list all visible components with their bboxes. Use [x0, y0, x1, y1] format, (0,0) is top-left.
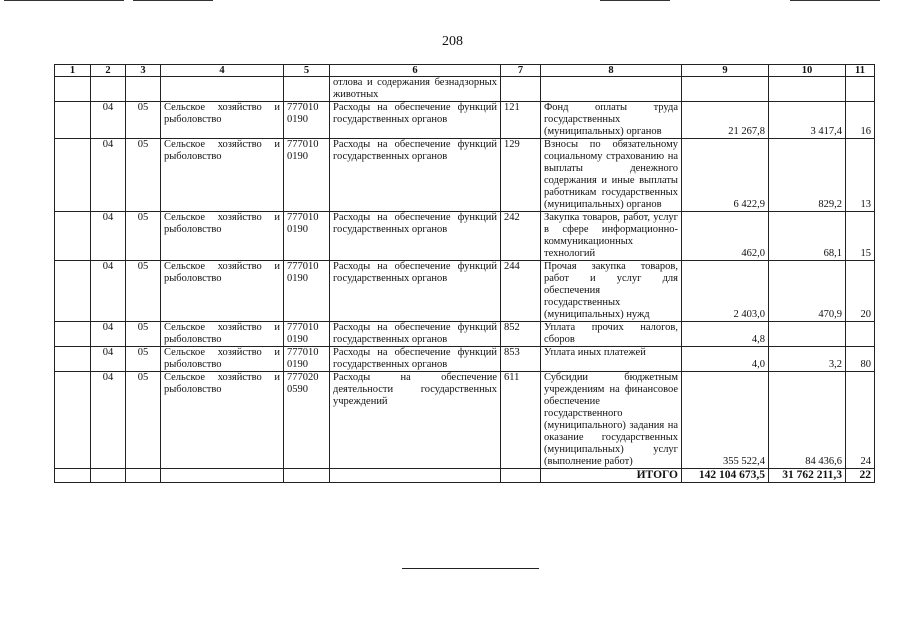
scan-edge-mark [790, 0, 880, 1]
expense-name-cell: Расходы на обеспечение функций государственных органов [330, 212, 501, 261]
expense-type-code-cell: 852 [501, 322, 541, 347]
target-article-cell: 777010 0190 [284, 212, 330, 261]
column-number: 8 [541, 65, 682, 77]
amount-col9-cell: 21 267,8 [682, 102, 769, 139]
target-article-cell: 777020 0590 [284, 372, 330, 469]
expense-type-name-cell: Уплата иных платежей [541, 347, 682, 372]
percent-col11-cell [846, 322, 875, 347]
expense-name-cell: Расходы на обеспечение функций государственных органов [330, 261, 501, 322]
percent-col11-cell: 24 [846, 372, 875, 469]
amount-col10-cell: 84 436,6 [769, 372, 846, 469]
percent-col11-cell: 15 [846, 212, 875, 261]
total-amount-col10: 31 762 211,3 [769, 469, 846, 483]
expense-type-code-cell: 611 [501, 372, 541, 469]
subsection-code-cell: 05 [126, 139, 161, 212]
table-row [55, 139, 875, 212]
section-code-cell: 04 [91, 261, 126, 322]
scan-edge-mark [600, 0, 670, 1]
subsection-code-cell: 05 [126, 102, 161, 139]
section-name-cell: Сельское хозяйство и рыболовство [161, 372, 284, 469]
footer-divider [402, 568, 539, 569]
column-number: 9 [682, 65, 769, 77]
section-name-cell [161, 77, 284, 102]
expense-type-name-cell: Взносы по обязательному социальному страхованию на выплаты денежного содержания и иные выплаты работникам государственных (муниципальных) органов [541, 139, 682, 212]
expense-name-cell: Расходы на обеспечение функций государственных органов [330, 322, 501, 347]
total-label: ИТОГО [541, 469, 682, 483]
expense-name-cell: Расходы на обеспечение функций государственных органов [330, 102, 501, 139]
section-name-cell: Сельское хозяйство и рыболовство [161, 322, 284, 347]
percent-col11-cell: 16 [846, 102, 875, 139]
scan-edge-mark [4, 0, 124, 1]
table-row [55, 347, 875, 372]
subsection-code-cell: 05 [126, 212, 161, 261]
target-article-cell: 777010 0190 [284, 261, 330, 322]
section-code-cell: 04 [91, 347, 126, 372]
section-code-cell [91, 77, 126, 102]
section-code-cell: 04 [91, 102, 126, 139]
expense-name-cell: Расходы на обеспечение функций государственных органов [330, 347, 501, 372]
amount-col10-cell [769, 322, 846, 347]
target-article-cell [284, 77, 330, 102]
budget-table [54, 64, 875, 483]
row-number-cell [55, 212, 91, 261]
column-number-row [55, 65, 875, 77]
total-empty-cell [161, 469, 284, 483]
row-number-cell [55, 77, 91, 102]
expense-type-name-cell: Субсидии бюджетным учреждениям на финансовое обеспечение государственного (муниципального) задания на оказание государственных (муниципальных) услуг (выполнение работ) [541, 372, 682, 469]
section-name-cell: Сельское хозяйство и рыболовство [161, 347, 284, 372]
section-code-cell: 04 [91, 212, 126, 261]
total-empty-cell [330, 469, 501, 483]
column-number: 2 [91, 65, 126, 77]
table-row [55, 102, 875, 139]
column-number: 1 [55, 65, 91, 77]
percent-col11-cell: 20 [846, 261, 875, 322]
section-code-cell: 04 [91, 139, 126, 212]
target-article-cell: 777010 0190 [284, 139, 330, 212]
total-amount-col9: 142 104 673,5 [682, 469, 769, 483]
expense-type-name-cell: Фонд оплаты труда государственных (муниципальных) органов [541, 102, 682, 139]
expense-type-name-cell [541, 77, 682, 102]
table-row [55, 212, 875, 261]
column-number: 7 [501, 65, 541, 77]
expense-type-code-cell: 244 [501, 261, 541, 322]
amount-col10-cell: 470,9 [769, 261, 846, 322]
amount-col9-cell: 355 522,4 [682, 372, 769, 469]
total-empty-cell [501, 469, 541, 483]
table-row [55, 77, 875, 102]
expense-type-code-cell: 121 [501, 102, 541, 139]
amount-col9-cell: 462,0 [682, 212, 769, 261]
amount-col9-cell: 6 422,9 [682, 139, 769, 212]
expense-name-cell: Расходы на обеспечение деятельности государственных учреждений [330, 372, 501, 469]
row-number-cell [55, 347, 91, 372]
expense-type-name-cell: Уплата прочих налогов, сборов [541, 322, 682, 347]
subsection-code-cell: 05 [126, 261, 161, 322]
amount-col9-cell [682, 77, 769, 102]
total-percent-col11: 22 [846, 469, 875, 483]
percent-col11-cell: 13 [846, 139, 875, 212]
row-number-cell [55, 372, 91, 469]
expense-name-cell: Расходы на обеспечение функций государственных органов [330, 139, 501, 212]
table-row [55, 261, 875, 322]
amount-col9-cell: 2 403,0 [682, 261, 769, 322]
total-row [55, 469, 875, 483]
target-article-cell: 777010 0190 [284, 102, 330, 139]
scan-edge-mark [133, 0, 213, 1]
amount-col10-cell: 68,1 [769, 212, 846, 261]
row-number-cell [55, 139, 91, 212]
page-number: 208 [442, 34, 463, 49]
subsection-code-cell: 05 [126, 372, 161, 469]
subsection-code-cell: 05 [126, 347, 161, 372]
amount-col9-cell: 4,8 [682, 322, 769, 347]
column-number: 3 [126, 65, 161, 77]
section-code-cell: 04 [91, 372, 126, 469]
expense-type-code-cell: 129 [501, 139, 541, 212]
column-number: 10 [769, 65, 846, 77]
section-name-cell: Сельское хозяйство и рыболовство [161, 261, 284, 322]
subsection-code-cell [126, 77, 161, 102]
total-empty-cell [55, 469, 91, 483]
column-number: 5 [284, 65, 330, 77]
expense-type-code-cell: 853 [501, 347, 541, 372]
total-empty-cell [284, 469, 330, 483]
total-empty-cell [91, 469, 126, 483]
section-code-cell: 04 [91, 322, 126, 347]
section-name-cell: Сельское хозяйство и рыболовство [161, 212, 284, 261]
amount-col9-cell: 4,0 [682, 347, 769, 372]
row-number-cell [55, 102, 91, 139]
expense-type-name-cell: Прочая закупка товаров, работ и услуг для обеспечения государственных (муниципальных) нужд [541, 261, 682, 322]
expense-name-cell: отлова и содержания безнадзорных животных [330, 77, 501, 102]
column-number: 11 [846, 65, 875, 77]
expense-type-code-cell: 242 [501, 212, 541, 261]
expense-type-code-cell [501, 77, 541, 102]
amount-col10-cell: 3,2 [769, 347, 846, 372]
target-article-cell: 777010 0190 [284, 322, 330, 347]
percent-col11-cell [846, 77, 875, 102]
section-name-cell: Сельское хозяйство и рыболовство [161, 139, 284, 212]
row-number-cell [55, 261, 91, 322]
expense-type-name-cell: Закупка товаров, работ, услуг в сфере информационно-коммуникационных технологий [541, 212, 682, 261]
target-article-cell: 777010 0190 [284, 347, 330, 372]
table-row [55, 322, 875, 347]
percent-col11-cell: 80 [846, 347, 875, 372]
table-row [55, 372, 875, 469]
row-number-cell [55, 322, 91, 347]
subsection-code-cell: 05 [126, 322, 161, 347]
total-empty-cell [126, 469, 161, 483]
amount-col10-cell: 3 417,4 [769, 102, 846, 139]
column-number: 4 [161, 65, 284, 77]
column-number: 6 [330, 65, 501, 77]
amount-col10-cell [769, 77, 846, 102]
amount-col10-cell: 829,2 [769, 139, 846, 212]
section-name-cell: Сельское хозяйство и рыболовство [161, 102, 284, 139]
